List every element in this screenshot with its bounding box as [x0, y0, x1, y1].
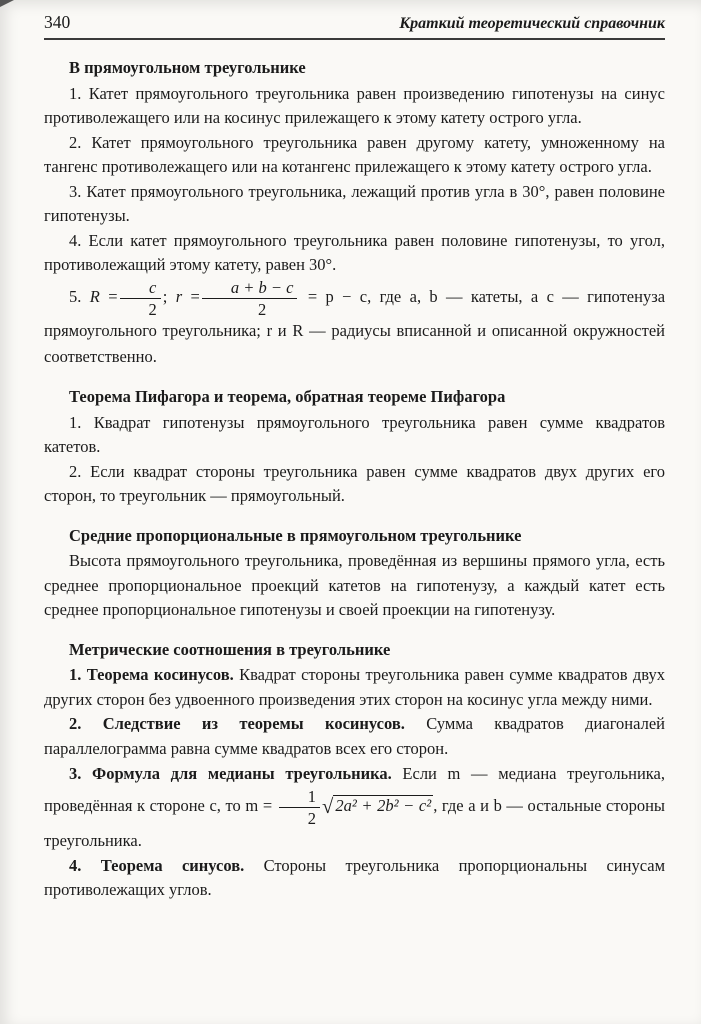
- section-heading: В прямоугольном треугольнике: [69, 58, 306, 77]
- theorem-name: 1. Теорема косинусов.: [69, 665, 234, 685]
- fraction-numerator: 1: [279, 787, 320, 808]
- equals-sign: =: [108, 286, 118, 306]
- formula-paragraph: [44, 278, 665, 371]
- theorem-text: Стороны треугольника пропорциональны синусам противолежащих углов.: [44, 855, 666, 900]
- formula-paragraph: [44, 761, 665, 854]
- section-metric-relations: [44, 638, 665, 903]
- item-number: 5.: [69, 286, 82, 306]
- fraction-denominator: 2: [258, 299, 267, 319]
- fraction-numerator: c: [120, 278, 161, 299]
- paragraph: 2. Если квадрат стороны треугольника равен сумме квадратов двух других его сторон, то треугольник — прямоугольный.: [44, 461, 665, 506]
- paragraph: [44, 854, 665, 903]
- theorem-text: , где a и b — остальные стороны треугольника.: [44, 796, 665, 850]
- section-pythagoras: [44, 385, 665, 509]
- fraction-numerator: a + b − c: [202, 278, 298, 299]
- paragraph: 1. Катет прямоугольного треугольника равен произведению гипотенузы на синус противолежащего или на косинус прилежащего к этому катету острого угла.: [44, 83, 665, 127]
- section-right-triangle: [44, 56, 665, 370]
- fraction: [120, 278, 161, 319]
- fraction-denominator: 2: [148, 299, 157, 319]
- theorem-name: 4. Теорема синусов.: [69, 855, 245, 875]
- section-heading: Средние пропорциональные в прямоугольном треугольнике: [69, 525, 522, 545]
- section-heading: Метрические соотношения в треугольнике: [69, 639, 391, 659]
- formula-tail: = p − c, где a, b — катеты, а c — гипотенуза прямоугольного треугольника; r и R — радиусы вписанной и описанной окружностей соответственно.: [44, 286, 666, 367]
- page-header: [44, 12, 665, 40]
- section-heading: Теорема Пифагора и теорема, обратная теореме Пифагора: [69, 387, 506, 407]
- variable-R: R: [89, 286, 100, 306]
- paragraph: Высота прямоугольного треугольника, проведённая из вершины прямого угла, есть среднее пропорциональное проекций катетов на гипотенузу, а каждый катет есть среднее пропорциональное гипотенузы и своей проекции на гипотенузу.: [44, 551, 665, 620]
- paragraph: 3. Катет прямоугольного треугольника, лежащий против угла в 30°, равен половине гипотенузы.: [44, 181, 665, 225]
- equals-sign: =: [190, 286, 200, 306]
- theorem-text: Если m — медиана треугольника, проведённая к стороне c, то m =: [44, 764, 665, 816]
- radicand: 2a² + 2b² − c²: [335, 796, 432, 816]
- fraction-denominator: 2: [307, 809, 316, 829]
- running-title: Краткий теоретический справочник: [399, 15, 665, 32]
- theorem-name: 3. Формула для медианы треугольника.: [69, 764, 392, 784]
- paragraph: [44, 663, 665, 712]
- variable-r: r: [175, 286, 183, 306]
- section-mean-proportionals: [44, 524, 665, 623]
- paragraph: [44, 712, 665, 761]
- fraction: [202, 278, 298, 319]
- paragraph: 1. Квадрат гипотенузы прямоугольного треугольника равен сумме квадратов катетов.: [44, 412, 665, 457]
- paragraph: 4. Если катет прямоугольного треугольника равен половине гипотенузы, то угол, противолежащий этому катету, равен 30°.: [44, 230, 665, 274]
- sqrt-icon: √: [322, 796, 334, 819]
- scan-artifact: [0, 0, 14, 7]
- theorem-name: 2. Следствие из теоремы косинусов.: [69, 714, 405, 734]
- paragraph: 2. Катет прямоугольного треугольника равен другому катету, умноженному на тангенс противолежащего или на котангенс прилежащего к этому катету острого угла.: [44, 132, 665, 176]
- page-number: 340: [44, 12, 71, 32]
- semicolon: ;: [162, 286, 168, 306]
- theorem-text: Сумма квадратов диагоналей параллелограмма равна сумме квадратов всех его сторон.: [44, 714, 665, 758]
- theorem-text: Квадрат стороны треугольника равен сумме квадратов двух других сторон без удвоенного произведения этих сторон на косинус угла между ними.: [44, 665, 665, 709]
- fraction: [279, 787, 320, 828]
